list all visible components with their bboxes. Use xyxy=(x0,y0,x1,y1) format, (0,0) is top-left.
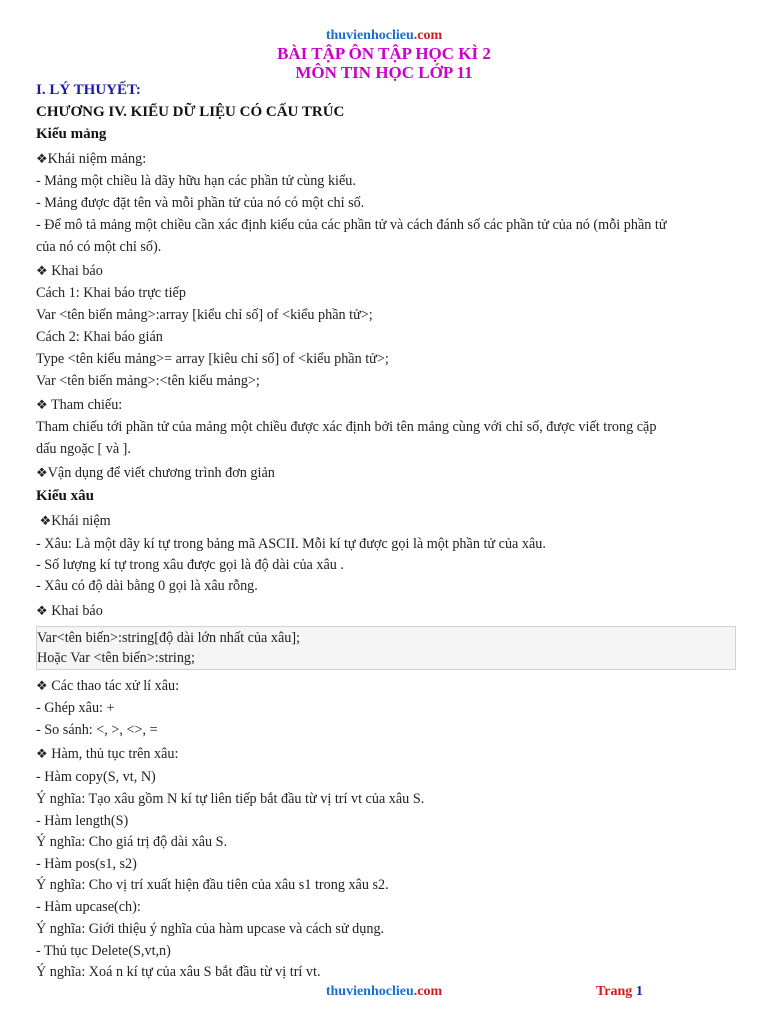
array-reference-title xyxy=(36,397,122,414)
array-declare-title xyxy=(36,263,103,280)
header-site-name xyxy=(0,28,768,44)
bullet-text: Khai báo xyxy=(47,603,103,619)
string-declare-title xyxy=(36,603,103,620)
text-line: Tham chiếu tới phần tử của mảng một chiều được xác định bởi tên mảng cùng với chỉ số, được viết trong cặp xyxy=(36,419,657,435)
array-heading: Kiểu mảng xyxy=(36,126,107,142)
bullet-text: Tham chiếu: xyxy=(47,397,123,413)
string-functions-title xyxy=(36,746,178,763)
array-concept-title xyxy=(36,151,146,168)
doc-subtitle: MÔN TIN HỌC LỚP 11 xyxy=(295,63,473,82)
diamond-bullet-icon: ❖ xyxy=(36,465,48,480)
text-line: - Mảng một chiều là dãy hữu hạn các phần tử cùng kiểu. xyxy=(36,173,356,189)
section-heading: I. LÝ THUYẾT: xyxy=(36,82,141,98)
text-line: - Mảng được đặt tên và mỗi phần tử của nó có một chỉ số. xyxy=(36,195,365,211)
bullet-text: Vận dụng để viết chương trình đơn giản xyxy=(47,465,275,481)
code-line: Var <tên biến mảng>:<tên kiểu mảng>; xyxy=(36,373,260,389)
page-number-value: 1 xyxy=(635,984,643,999)
string-ops-title xyxy=(36,678,179,695)
diamond-bullet-icon: ❖ xyxy=(36,603,48,618)
bullet-text: Khái niệm xyxy=(51,513,111,529)
diamond-bullet-icon: ❖ xyxy=(36,746,48,761)
text-line: Cách 1: Khai báo trực tiếp xyxy=(36,285,186,301)
text-line: dấu ngoặc [ và ]. xyxy=(36,441,131,457)
text-line: của nó có một chỉ số). xyxy=(36,239,162,255)
text-line: - Hàm copy(S, vt, N) xyxy=(36,769,156,785)
site-name-main: thuvienhoclieu xyxy=(325,984,414,999)
bullet-text: Các thao tác xử lí xâu: xyxy=(47,678,180,694)
page-label: Trang xyxy=(596,984,633,999)
text-line: - Hàm upcase(ch): xyxy=(36,899,141,915)
text-line: Ý nghĩa: Cho vị trí xuất hiện đầu tiên của xâu s1 trong xâu s2. xyxy=(36,877,389,893)
code-line: Type <tên kiểu mảng>= array [kiêu chỉ số] of <kiểu phần tử>; xyxy=(36,351,389,367)
array-apply-title xyxy=(36,465,275,482)
code-box xyxy=(36,626,736,670)
site-name-main: thuvienhoclieu xyxy=(325,28,414,43)
text-line: Cách 2: Khai báo gián xyxy=(36,329,163,345)
text-line: - Hàm length(S) xyxy=(36,813,129,829)
diamond-bullet-icon: ❖ xyxy=(36,263,48,278)
site-name-domain: .com xyxy=(413,984,443,999)
text-line: - Hàm pos(s1, s2) xyxy=(36,856,137,872)
diamond-bullet-icon: ❖ xyxy=(36,397,48,412)
footer-site-name xyxy=(0,984,768,1000)
text-line: Ý nghĩa: Tạo xâu gồm N kí tự liên tiếp bắt đầu từ vị trí vt của xâu S. xyxy=(36,791,425,807)
text-line: - Ghép xâu: + xyxy=(36,700,115,716)
diamond-bullet-icon: ❖ xyxy=(36,151,48,166)
doc-title: BÀI TẬP ÔN TẬP HỌC KÌ 2 xyxy=(277,44,491,63)
page-number xyxy=(596,984,643,1000)
code-line: Var<tên biến>:string[độ dài lớn nhất của xâu]; xyxy=(37,630,301,646)
text-line: - Để mô tả mảng một chiều cần xác định kiểu của các phần tử và cách đánh số các phần tử của nó (mỗi phần tử xyxy=(36,217,667,233)
text-line: - Số lượng kí tự trong xâu được gọi là độ dài của xâu . xyxy=(36,557,344,573)
string-heading: Kiểu xâu xyxy=(36,488,94,504)
code-line: Hoặc Var <tên biến>:string; xyxy=(37,650,195,666)
chapter-heading: CHƯƠNG IV. KIỂU DỮ LIỆU CÓ CẤU TRÚC xyxy=(36,104,345,120)
text-line: Ý nghĩa: Xoá n kí tự của xâu S bắt đầu từ vị trí vt. xyxy=(36,964,321,980)
text-line: Ý nghĩa: Cho giá trị độ dài xâu S. xyxy=(36,834,228,850)
diamond-bullet-icon: ❖ xyxy=(39,513,52,528)
bullet-text: Khái niệm mảng: xyxy=(47,151,147,167)
text-line: - Xâu: Là một dãy kí tự trong bảng mã ASCII. Mỗi kí tự được gọi là một phần tử của xâu. xyxy=(36,536,546,552)
bullet-text: Hàm, thủ tục trên xâu: xyxy=(47,746,179,762)
bullet-text: Khai báo xyxy=(47,263,103,279)
text-line: Ý nghĩa: Giới thiệu ý nghĩa của hàm upcase và cách sử dụng. xyxy=(36,921,385,937)
code-line: Var <tên biến mảng>:array [kiểu chỉ số] of <kiểu phần tử>; xyxy=(36,307,373,323)
diamond-bullet-icon: ❖ xyxy=(36,678,48,693)
text-line: - Xâu có độ dài bằng 0 gọi là xâu rỗng. xyxy=(36,578,258,594)
string-concept-title xyxy=(36,513,111,530)
text-line: - Thủ tục Delete(S,vt,n) xyxy=(36,943,171,959)
text-line: - So sánh: <, >, <>, = xyxy=(36,722,158,738)
site-name-domain: .com xyxy=(413,28,443,43)
